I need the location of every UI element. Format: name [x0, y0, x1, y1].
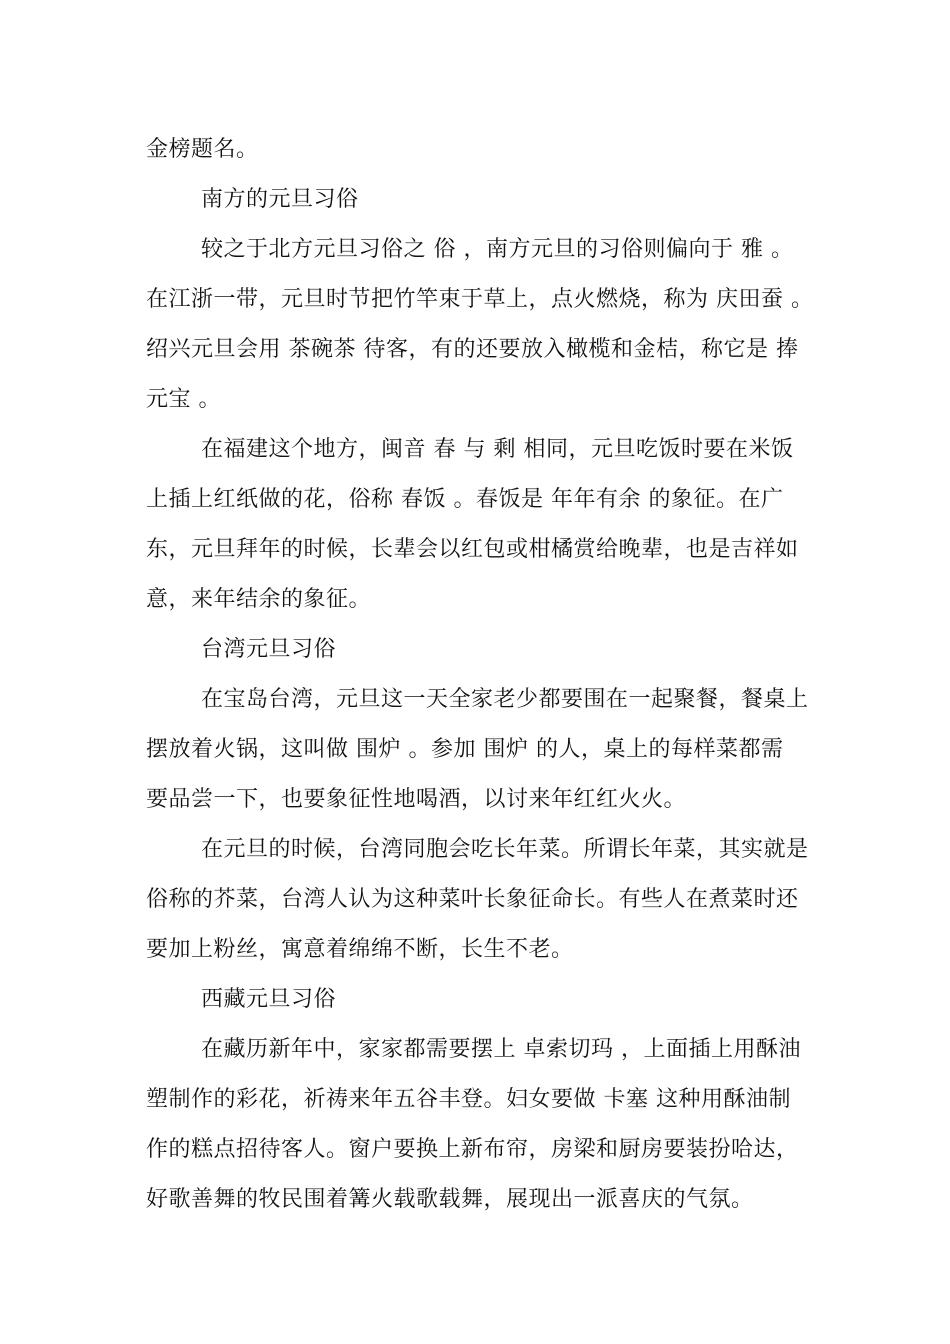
paragraph-line: 在福建这个地方，闽音 春 与 剩 相同，元旦吃饭时要在米饭: [201, 437, 794, 462]
paragraph-line: 上插上红纸做的花，俗称 春饭 。春饭是 年年有余 的象征。在广: [146, 487, 784, 512]
paragraph-line: 塑制作的彩花，祈祷来年五谷丰登。妇女要做 卡塞 这种用酥油制: [146, 1087, 791, 1112]
section-heading-taiwan: 台湾元旦习俗: [201, 637, 337, 662]
paragraph-line: 在元旦的时候，台湾同胞会吃长年菜。所谓长年菜，其实就是: [201, 837, 809, 862]
paragraph-line: 东，元旦拜年的时候，长辈会以红包或柑橘赏给晚辈，也是吉祥如: [146, 537, 799, 562]
paragraph-line: 在宝岛台湾，元旦这一天全家老少都要围在一起聚餐，餐桌上: [201, 687, 809, 712]
paragraph-line: 元宝 。: [146, 387, 221, 412]
paragraph-line: 绍兴元旦会用 茶碗茶 待客，有的还要放入橄榄和金桔，称它是 捧: [146, 337, 799, 362]
paragraph-line: 意，来年结余的象征。: [146, 587, 372, 612]
paragraph-line: 金榜题名。: [146, 137, 259, 162]
paragraph-line: 摆放着火锅，这叫做 围炉 。参加 围炉 的人，桌上的每样菜都需: [146, 737, 784, 762]
paragraph-line: 在藏历新年中，家家都需要摆上 卓索切玛 ，上面插上用酥油: [201, 1037, 801, 1062]
paragraph-line: 要加上粉丝，寓意着绵绵不断，长生不老。: [146, 937, 574, 962]
section-heading-tibet: 西藏元旦习俗: [201, 987, 337, 1012]
paragraph-line: 较之于北方元旦习俗之 俗 ，南方元旦的习俗则偏向于 雅 。: [201, 237, 794, 262]
paragraph-line: 要品尝一下，也要象征性地喝酒，以讨来年红红火火。: [146, 787, 687, 812]
paragraph-line: 作的糕点招待客人。窗户要换上新布帘，房梁和厨房要装扮哈达，: [146, 1137, 799, 1162]
paragraph-line: 好歌善舞的牧民围着篝火载歌载舞，展现出一派喜庆的气氛。: [146, 1187, 754, 1212]
paragraph-line: 俗称的芥菜，台湾人认为这种菜叶长象征命长。有些人在煮菜时还: [146, 887, 799, 912]
paragraph-line: 在江浙一带，元旦时节把竹竿束于草上，点火燃烧，称为 庆田蚕 。: [146, 287, 814, 312]
section-heading-south: 南方的元旦习俗: [201, 187, 359, 212]
